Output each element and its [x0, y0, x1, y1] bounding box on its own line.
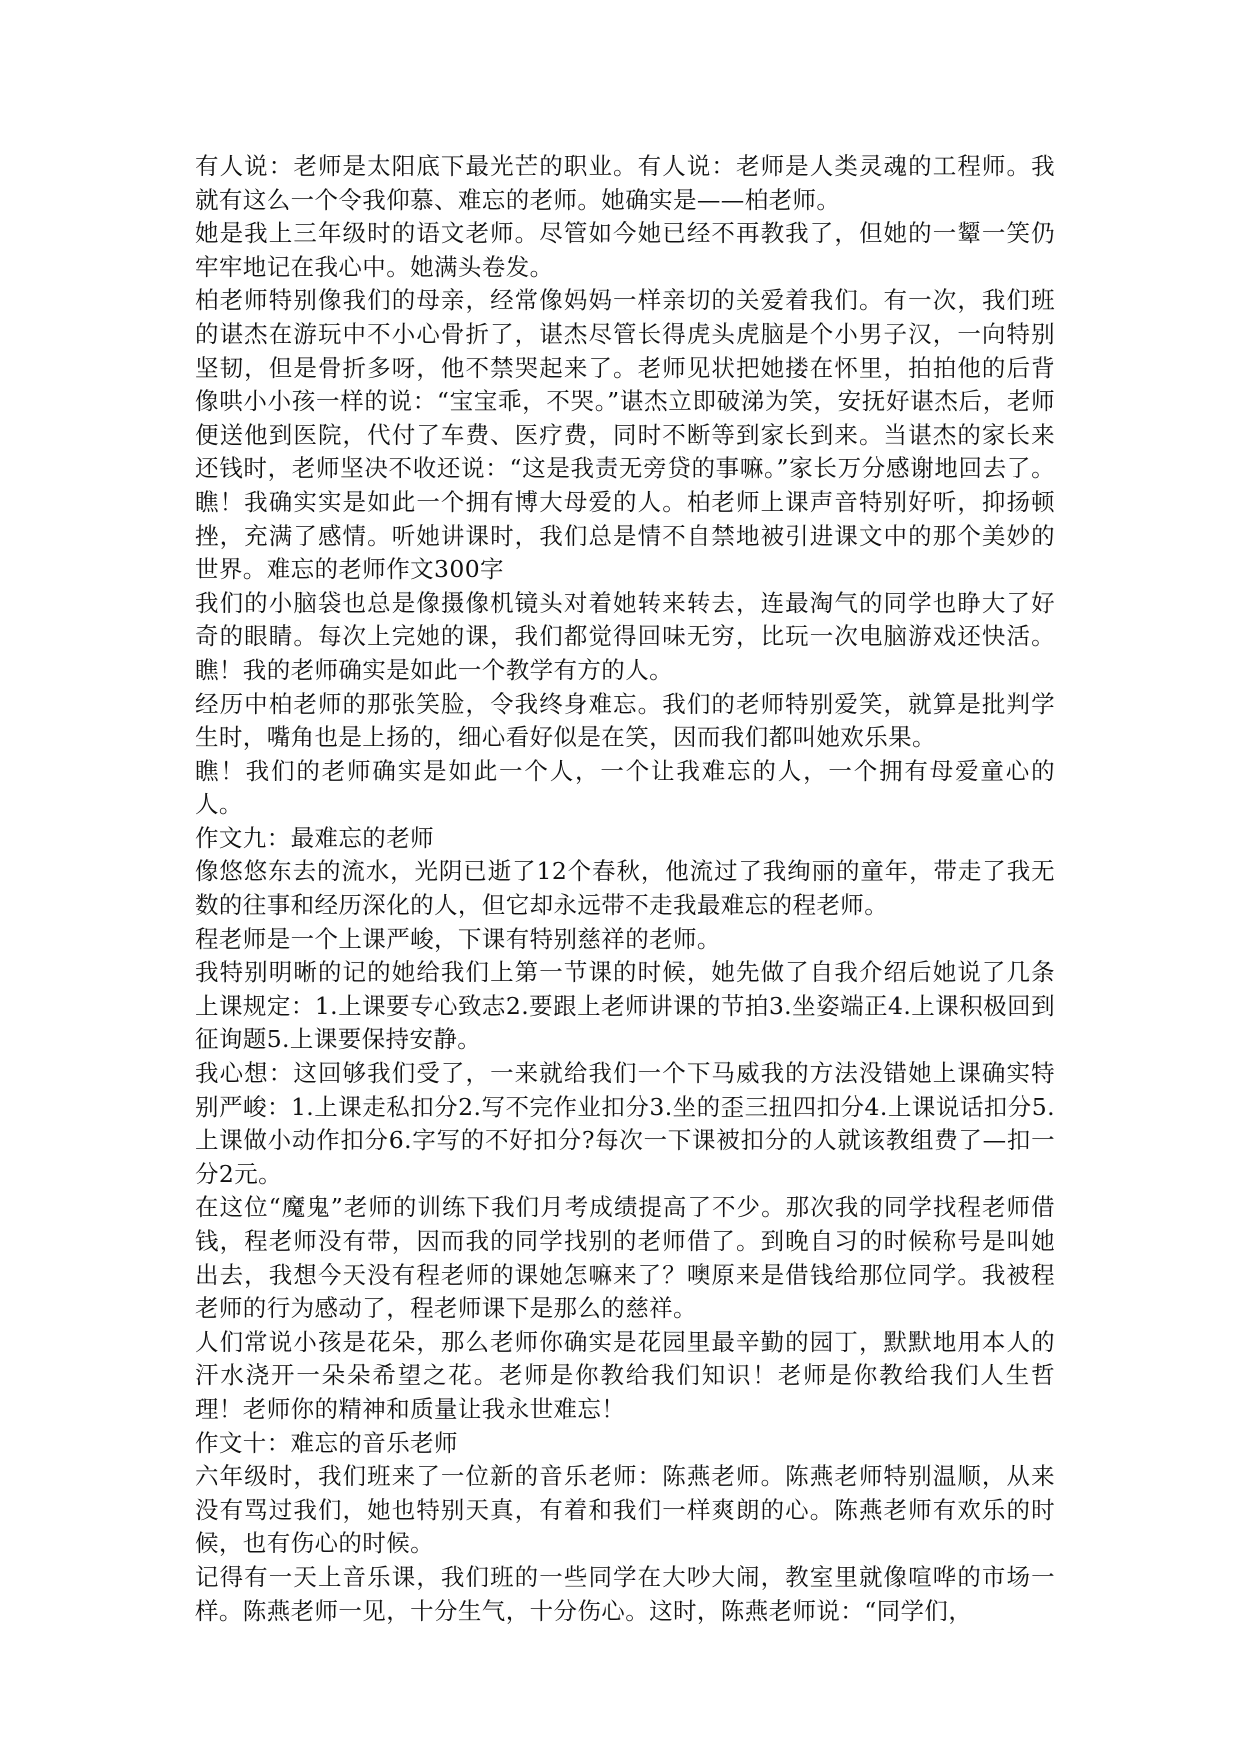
paragraph-15: 六年级时，我们班来了一位新的音乐老师：陈燕老师。陈燕老师特别温顺，从来没有骂过我们，她也特别天真，有着和我们一样爽朗的心。陈燕老师有欢乐的时候，也有伤心的时候。	[195, 1462, 1055, 1558]
paragraph-9: 程老师是一个上课严峻，下课有特别慈祥的老师。	[195, 924, 721, 953]
essay-heading-9: 作文九：最难忘的老师	[195, 823, 434, 852]
paragraph-11: 我心想：这回够我们受了，一来就给我们一个下马威我的方法没错她上课确实特别严峻：1.上课走私扣分2.写不完作业扣分3.坐的歪三扭四扣分4.上课说话扣分5.上课做小动作扣分6.字写的不好扣分?每次一下课被扣分的人就该教组费了—扣一分2元。	[195, 1059, 1055, 1188]
paragraph-3: 柏老师特别像我们的母亲，经常像妈妈一样亲切的关爱着我们。有一次，我们班的谌杰在游玩中不小心骨折了，谌杰尽管长得虎头虎脑是个小男子汉，一向特别坚韧，但是骨折多呀，他不禁哭起来了。老师见状把她搂在怀里，拍拍他的后背像哄小小孩一样的说：“宝宝乖，不哭。”谌杰立即破涕为笑，安抚好谌杰后，老师便送他到医院，代付了车费、医疗费，同时不断等到家长到来。当谌杰的家长来还钱时，老师坚决不收还说：“这是我责无旁贷的事嘛。”家长万分感谢地回去了。瞧！我确实实是如此一个拥有博大母爱的人。柏老师上课声音特别好听，抑扬顿挫，充满了感情。听她讲课时，我们总是情不自禁地被引进课文中的那个美妙的世界。难忘的老师作文300字	[195, 286, 1055, 584]
paragraph-12: 在这位“魔鬼”老师的训练下我们月考成绩提高了不少。那次我的同学找程老师借钱，程老师没有带，因而我的同学找别的老师借了。到晚自习的时候称号是叫她出去，我想今天没有程老师的课她怎嘛来了？噢原来是借钱给那位同学。我被程老师的行为感动了，程老师课下是那么的慈祥。	[195, 1193, 1055, 1323]
paragraph-4: 我们的小脑袋也总是像摄像机镜头对着她转来转去，连最淘气的同学也睁大了好奇的眼睛。每次上完她的课，我们都觉得回味无穷，比玩一次电脑游戏还快活。瞧！我的老师确实是如此一个教学有方的人。	[195, 588, 1055, 684]
paragraph-1: 有人说：老师是太阳底下最光芒的职业。有人说：老师是人类灵魂的工程师。我就有这么一个令我仰慕、难忘的老师。她确实是——柏老师。	[195, 152, 1055, 214]
paragraph-13: 人们常说小孩是花朵，那么老师你确实是花园里最辛勤的园丁，默默地用本人的汗水浇开一朵朵希望之花。老师是你教给我们知识！老师是你教给我们人生哲理！老师你的精神和质量让我永世难忘！	[195, 1327, 1055, 1423]
document-body	[195, 150, 1055, 1628]
paragraph-2: 她是我上三年级时的语文老师。尽管如今她已经不再教我了，但她的一颦一笑仍牢牢地记在我心中。她满头卷发。	[195, 219, 1055, 281]
paragraph-5: 经历中柏老师的那张笑脸，令我终身难忘。我们的老师特别爱笑，就算是批判学生时，嘴角也是上扬的，细心看好似是在笑，因而我们都叫她欢乐果。	[195, 689, 1055, 752]
essay-heading-10: 作文十：难忘的音乐老师	[195, 1428, 458, 1457]
paragraph-10: 我特别明晰的记的她给我们上第一节课的时候，她先做了自我介绍后她说了几条上课规定：1.上课要专心致志2.要跟上老师讲课的节拍3.坐姿端正4.上课积极回到征询题5.上课要保持安静。	[195, 958, 1055, 1054]
paragraph-16: 记得有一天上音乐课，我们班的一些同学在大吵大闹，教室里就像喧哗的市场一样。陈燕老师一见，十分生气，十分伤心。这时，陈燕老师说：“同学们，	[195, 1562, 1055, 1625]
paragraph-8: 像悠悠东去的流水，光阴已逝了12个春秋，他流过了我绚丽的童年，带走了我无数的往事和经历深化的人，但它却永远带不走我最难忘的程老师。	[195, 857, 1055, 920]
paragraph-6: 瞧！我们的老师确实是如此一个人，一个让我难忘的人，一个拥有母爱童心的人。	[195, 756, 1055, 819]
